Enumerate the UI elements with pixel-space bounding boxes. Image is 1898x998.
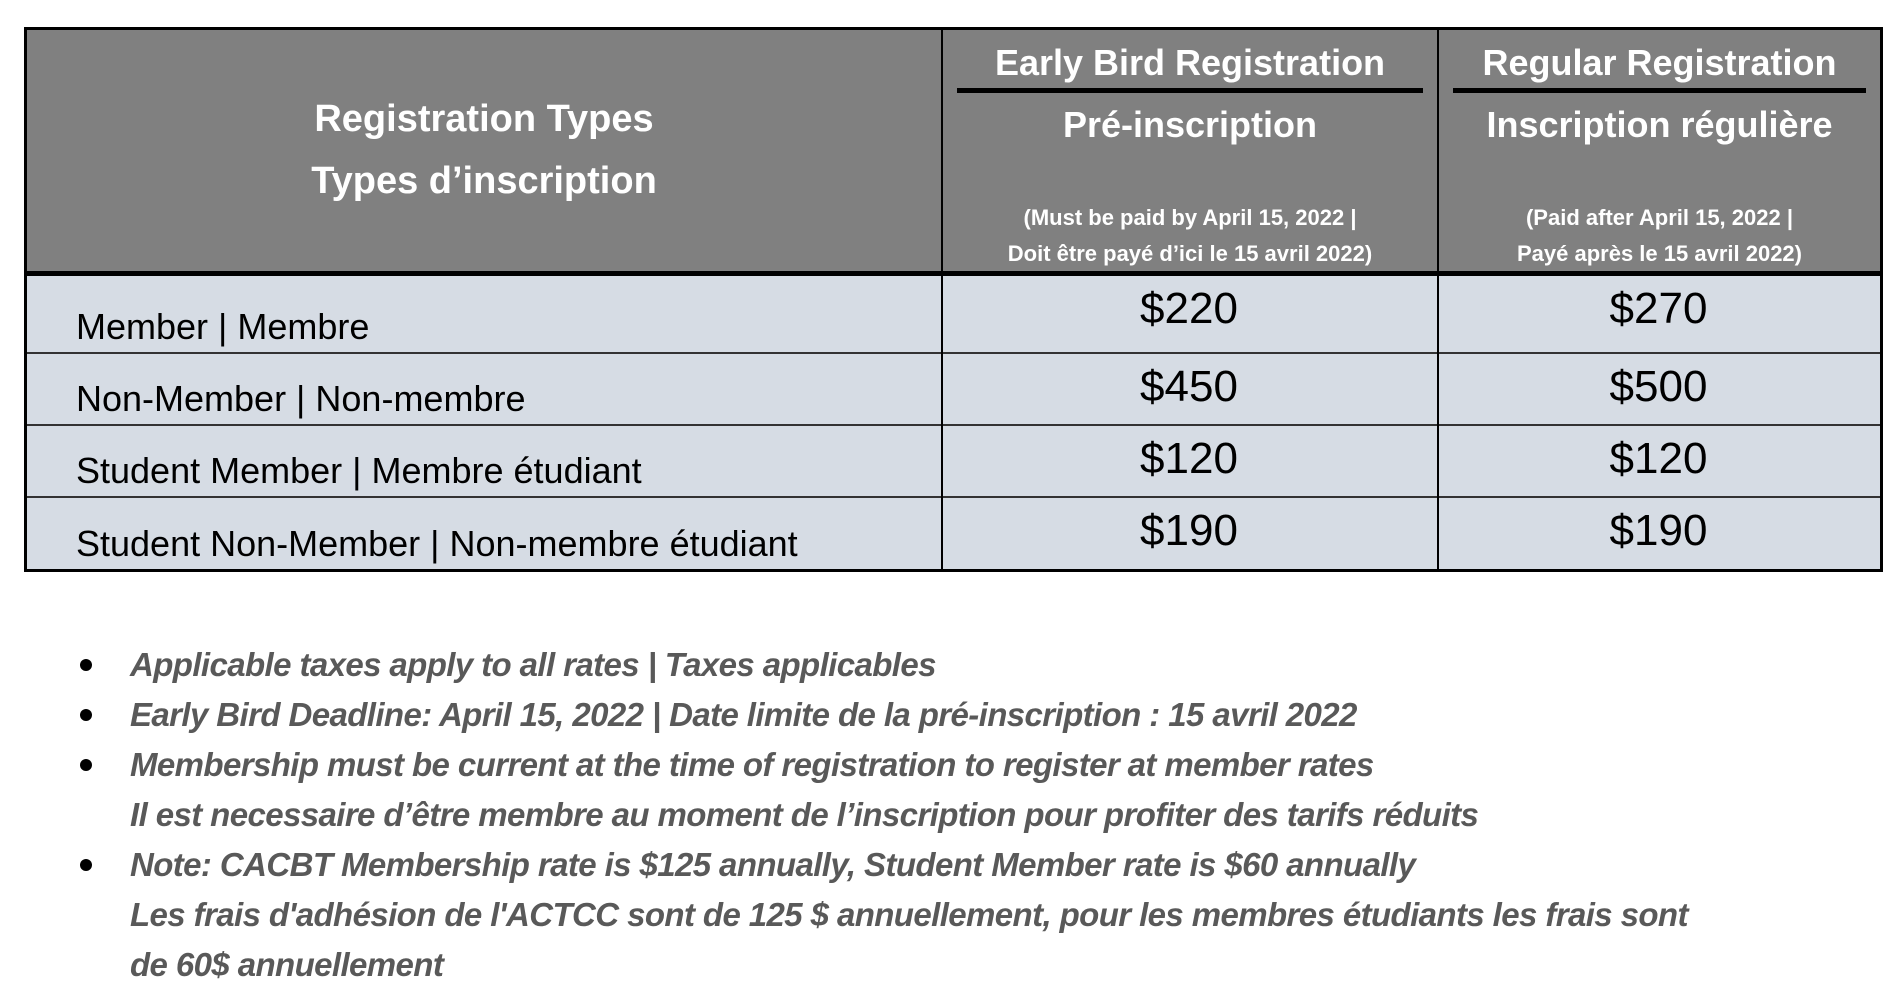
table-row (27, 426, 1880, 498)
header-regular (1439, 30, 1880, 271)
header-regular-title: Regular Registration (1482, 42, 1837, 83)
row-label: Student Member | Membre étudiant (76, 450, 642, 491)
column-divider (941, 30, 943, 569)
header-regular-note-line2: Payé après le 15 avril 2022) (1517, 241, 1802, 266)
note-item (0, 640, 1688, 690)
note-item (0, 840, 1688, 990)
early-price: $220 (1140, 284, 1238, 333)
regular-price: $120 (1609, 434, 1708, 483)
bullet-icon (80, 709, 92, 721)
note-text: de 60$ annuellement (130, 946, 444, 983)
table-row (27, 354, 1880, 426)
header-regular-note-line1: (Paid after April 15, 2022 | (1525, 205, 1793, 230)
header-regular-note (1439, 200, 1880, 272)
header-divider (957, 88, 1423, 93)
header-types-fr: Types d’inscription (311, 160, 657, 202)
early-price: $120 (1140, 434, 1238, 483)
header-early-note-line2: Doit être payé d’ici le 15 avril 2022) (1007, 241, 1373, 266)
table-header (27, 30, 1880, 276)
registration-rates-table (24, 27, 1883, 572)
early-price: $450 (1140, 362, 1238, 411)
header-regular-subtitle: Inscription régulière (1486, 104, 1833, 145)
row-label: Member | Membre (76, 306, 370, 347)
note-text: Applicable taxes apply to all rates | Taxes applicables (130, 646, 936, 683)
row-label: Non-Member | Non-membre (76, 378, 526, 419)
column-divider (1437, 30, 1439, 569)
early-price: $190 (1140, 506, 1238, 555)
note-text: Les frais d'adhésion de l'ACTCC sont de 125 $ annuellement, pour les membres étudiants les frais sont (130, 896, 1688, 933)
regular-price: $190 (1609, 506, 1708, 555)
regular-price: $500 (1609, 362, 1708, 411)
bullet-icon (80, 659, 92, 671)
note-text: Il est necessaire d’être membre au moment de l’inscription pour profiter des tarifs réduits (130, 796, 1479, 833)
header-types-en: Registration Types (314, 98, 654, 140)
note-item (0, 740, 1688, 840)
header-early-title: Early Bird Registration (994, 42, 1386, 83)
bullet-icon (80, 859, 92, 871)
header-early-bird (943, 30, 1437, 271)
table-row (27, 276, 1880, 354)
header-divider (1453, 88, 1866, 93)
header-early-note (943, 200, 1437, 272)
header-registration-types (27, 30, 941, 271)
notes-list (0, 640, 1688, 990)
table-row (27, 498, 1880, 569)
bullet-icon (80, 759, 92, 771)
note-text: Note: CACBT Membership rate is $125 annually, Student Member rate is $60 annually (130, 846, 1416, 883)
note-item (0, 690, 1688, 740)
note-text: Early Bird Deadline: April 15, 2022 | Date limite de la pré-inscription : 15 avril 2022 (130, 696, 1357, 733)
note-text: Membership must be current at the time of registration to register at member rates (130, 746, 1374, 783)
header-early-note-line1: (Must be paid by April 15, 2022 | (1023, 205, 1357, 230)
header-early-subtitle: Pré-inscription (1062, 104, 1318, 145)
row-label: Student Non-Member | Non-membre étudiant (76, 523, 798, 564)
regular-price: $270 (1609, 284, 1708, 333)
